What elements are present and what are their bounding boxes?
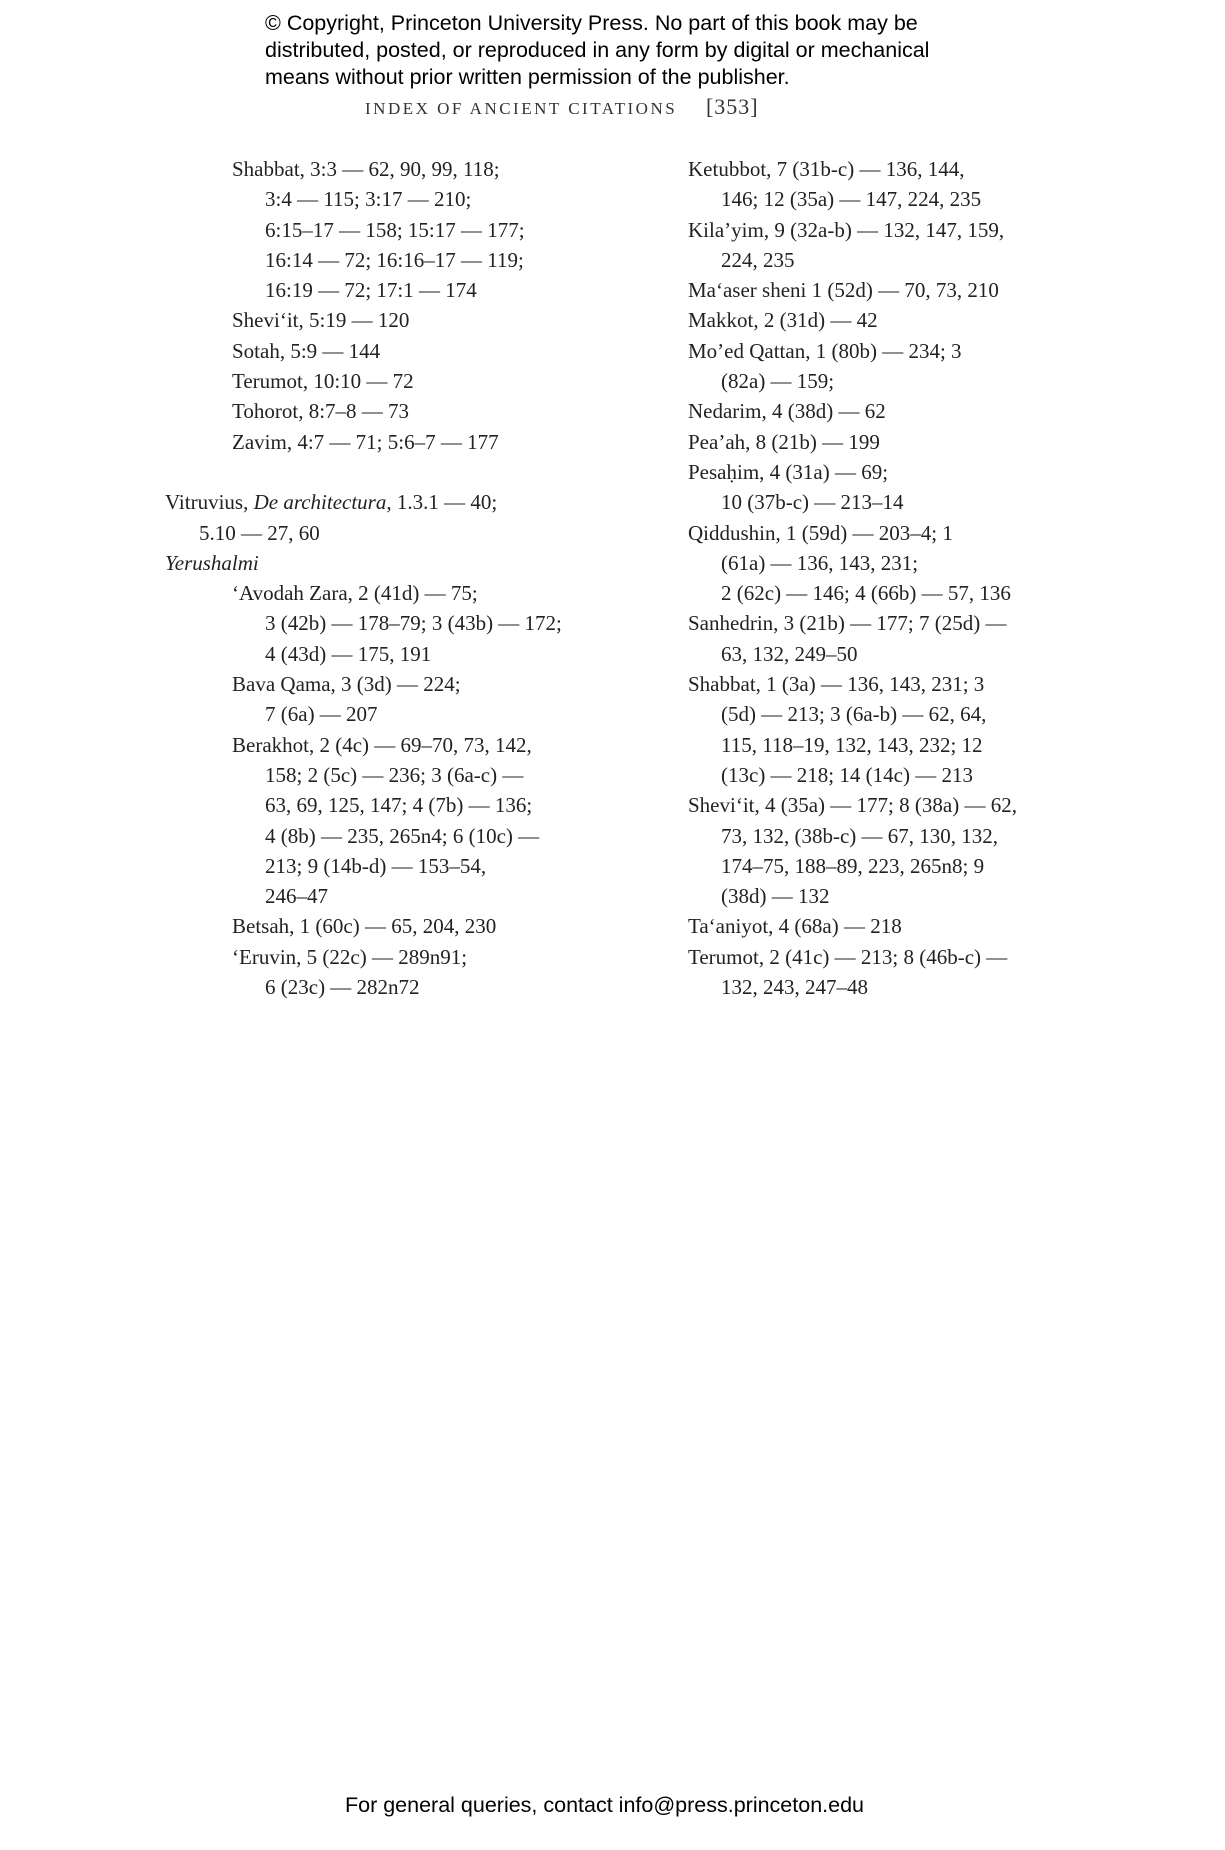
index-entry-continuation: 174–75, 188–89, 223, 265n8; 9 xyxy=(721,853,985,878)
index-entry: ‘Eruvin, 5 (22c) — 289n91; xyxy=(232,944,468,969)
index-entry-continuation: 5.10 — 27, 60 xyxy=(199,520,320,545)
index-entry-continuation: 246–47 xyxy=(265,884,328,909)
index-entry-continuation: (82a) — 159; xyxy=(721,369,835,394)
page-number: [353] xyxy=(705,94,759,119)
index-entry: Qiddushin, 1 (59d) — 203–4; 1 xyxy=(688,520,953,545)
index-entry: ‘Avodah Zara, 2 (41d) — 75; xyxy=(232,581,478,606)
citation-text: , 1.3.1 — 40; xyxy=(386,490,498,515)
index-column-left xyxy=(165,154,585,1002)
index-entry-continuation: 4 (43d) — 175, 191 xyxy=(265,641,432,666)
copyright-line: means without prior written permission of the publisher. xyxy=(265,65,790,89)
index-entry: Terumot, 2 (41c) — 213; 8 (46b-c) — xyxy=(688,944,1008,969)
index-entry-continuation: 3 (42b) — 178–79; 3 (43b) — 172; xyxy=(265,611,562,636)
index-entry: Makkot, 2 (31d) — 42 xyxy=(688,308,878,333)
index-entry-continuation: (38d) — 132 xyxy=(721,884,830,909)
index-entry: Tohorot, 8:7–8 — 73 xyxy=(232,399,410,424)
index-entry: Shabbat, 1 (3a) — 136, 143, 231; 3 xyxy=(688,672,985,697)
copyright-line: © Copyright, Princeton University Press. No part of this book may be xyxy=(265,11,918,35)
index-entry-continuation: 4 (8b) — 235, 265n4; 6 (10c) — xyxy=(265,823,540,848)
index-entry-continuation: 7 (6a) — 207 xyxy=(265,702,378,727)
index-entry-continuation: 63, 69, 125, 147; 4 (7b) — 136; xyxy=(265,793,533,818)
index-entry-continuation: (13c) — 218; 14 (14c) — 213 xyxy=(721,762,973,787)
index-entry-continuation: 16:19 — 72; 17:1 — 174 xyxy=(265,278,477,303)
section-heading-yerushalmi: Yerushalmi xyxy=(165,550,259,575)
index-entry-continuation: 6:15–17 — 158; 15:17 — 177; xyxy=(265,217,525,242)
index-entry: Shevi‘it, 5:19 — 120 xyxy=(232,308,410,333)
running-head xyxy=(365,94,759,120)
index-entry: Sanhedrin, 3 (21b) — 177; 7 (25d) — xyxy=(688,611,1007,636)
index-entry: Zavim, 4:7 — 71; 5:6–7 — 177 xyxy=(232,429,499,454)
index-entry-continuation: 73, 132, (38b-c) — 67, 130, 132, xyxy=(721,823,999,848)
index-entry: Mo’ed Qattan, 1 (80b) — 234; 3 xyxy=(688,338,962,363)
index-entry-continuation: (5d) — 213; 3 (6a-b) — 62, 64, xyxy=(721,702,987,727)
author-name: Vitruvius, xyxy=(165,490,249,515)
index-entry-continuation: (61a) — 136, 143, 231; xyxy=(721,550,919,575)
index-entry-vitruvius xyxy=(165,487,585,517)
index-entry-continuation: 10 (37b-c) — 213–14 xyxy=(721,490,904,515)
index-entry: Terumot, 10:10 — 72 xyxy=(232,369,414,394)
index-entry: Betsah, 1 (60c) — 65, 204, 230 xyxy=(232,914,497,939)
index-entry: Nedarim, 4 (38d) — 62 xyxy=(688,399,886,424)
index-entry: Bava Qama, 3 (3d) — 224; xyxy=(232,672,461,697)
index-entry: Pea’ah, 8 (21b) — 199 xyxy=(688,429,880,454)
work-title: De architectura xyxy=(253,490,387,515)
index-entry-continuation: 3:4 — 115; 3:17 — 210; xyxy=(265,187,472,212)
index-entry-continuation: 224, 235 xyxy=(721,247,795,272)
index-entry: Kila’yim, 9 (32a-b) — 132, 147, 159, xyxy=(688,217,1005,242)
index-entry-continuation: 63, 132, 249–50 xyxy=(721,641,858,666)
index-entry-continuation: 132, 243, 247–48 xyxy=(721,975,868,1000)
index-entry: Berakhot, 2 (4c) — 69–70, 73, 142, xyxy=(232,732,532,757)
index-entry-continuation: 6 (23c) — 282n72 xyxy=(265,975,420,1000)
copyright-line: distributed, posted, or reproduced in any form by digital or mechanical xyxy=(265,38,930,62)
index-entry-continuation: 158; 2 (5c) — 236; 3 (6a-c) — xyxy=(265,762,524,787)
index-entry-continuation: 16:14 — 72; 16:16–17 — 119; xyxy=(265,247,524,272)
index-entry: Shevi‘it, 4 (35a) — 177; 8 (38a) — 62, xyxy=(688,793,1017,818)
index-entry-continuation: 146; 12 (35a) — 147, 224, 235 xyxy=(721,187,982,212)
index-entry-continuation: 213; 9 (14b-d) — 153–54, xyxy=(265,853,487,878)
index-entry: Ketubbot, 7 (31b-c) — 136, 144, xyxy=(688,157,965,181)
index-column-right xyxy=(688,154,1038,1002)
index-entry: Ta‘aniyot, 4 (68a) — 218 xyxy=(688,914,902,939)
running-head-title: INDEX OF ANCIENT CITATIONS xyxy=(365,99,678,118)
index-entry: Shabbat, 3:3 — 62, 90, 99, 118; xyxy=(232,157,500,181)
entry-gap xyxy=(165,457,585,487)
copyright-notice xyxy=(265,10,929,91)
index-entry-continuation: 115, 118–19, 132, 143, 232; 12 xyxy=(721,732,983,757)
index-entry: Pesaḥim, 4 (31a) — 69; xyxy=(688,459,889,484)
index-entry-continuation: 2 (62c) — 146; 4 (66b) — 57, 136 xyxy=(721,581,1011,606)
footer-contact: For general queries, contact info@press.princeton.edu xyxy=(345,1793,865,1817)
index-entry: Sotah, 5:9 — 144 xyxy=(232,338,381,363)
index-entry: Ma‘aser sheni 1 (52d) — 70, 73, 210 xyxy=(688,278,999,303)
